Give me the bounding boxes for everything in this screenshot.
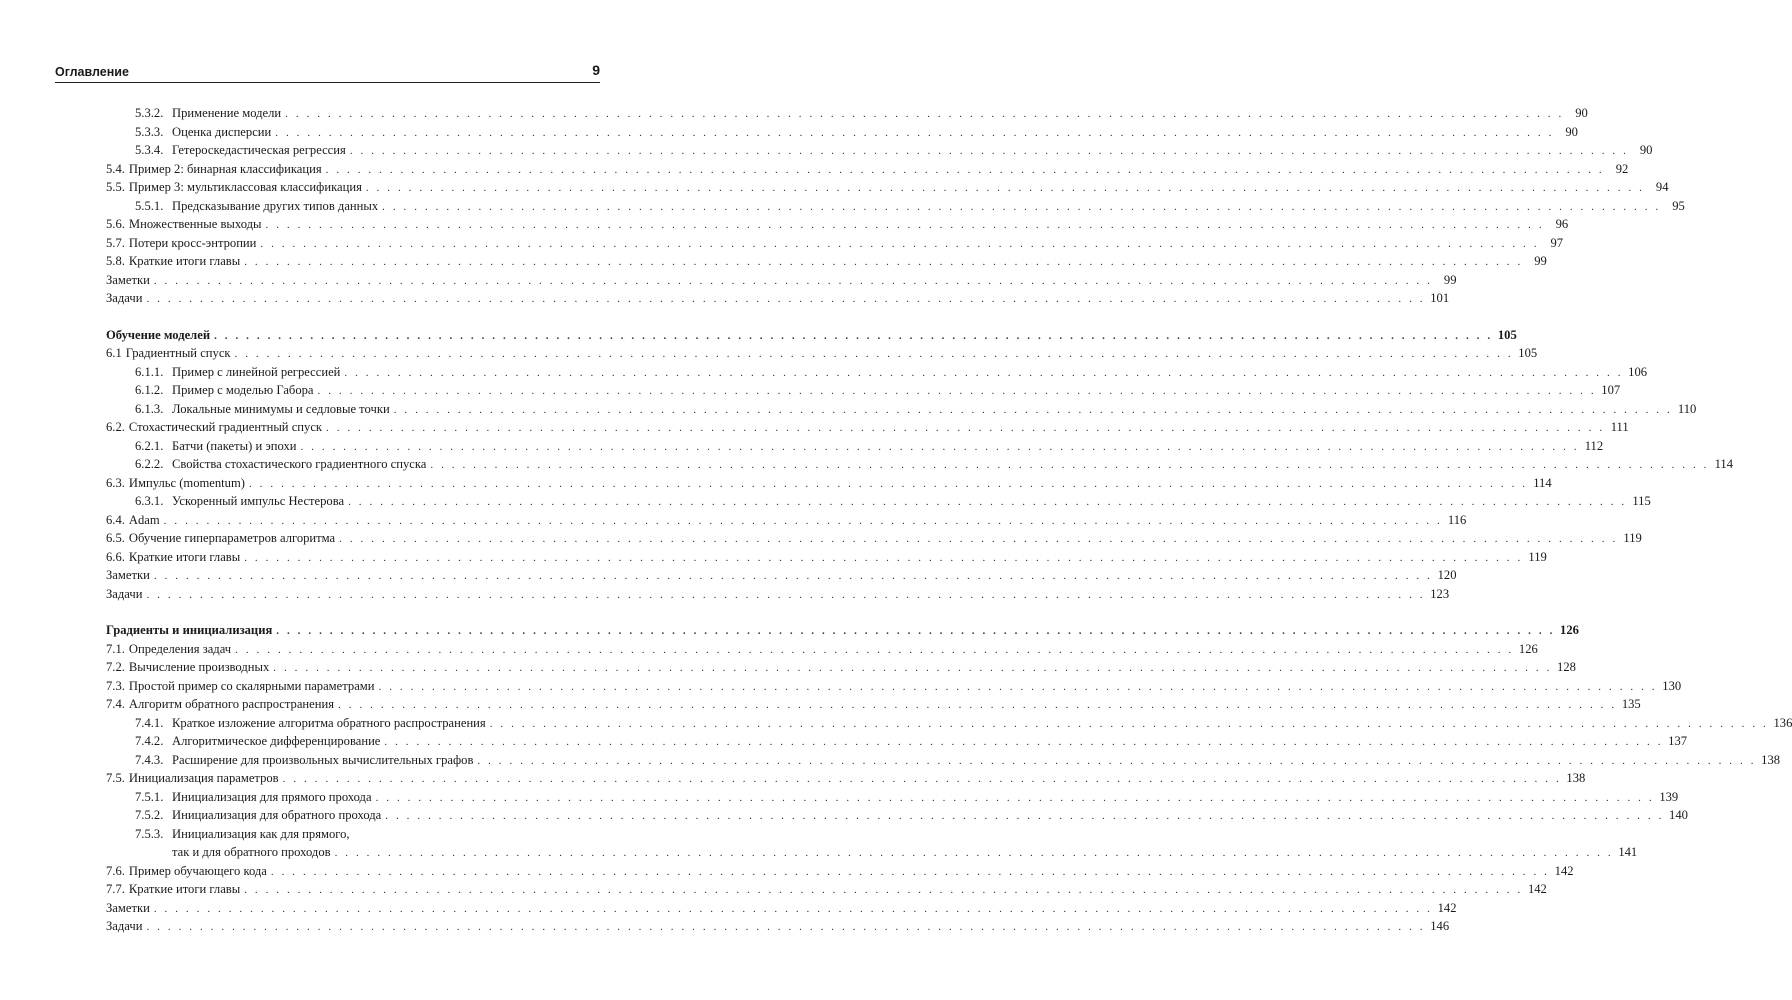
toc-entry-row[interactable] [55, 252, 1547, 271]
entry-page-number: 106 [1628, 364, 1648, 379]
entry-page-number: 142 [1437, 900, 1457, 915]
entry-title: Гетероскедастическая регрессия [172, 143, 346, 157]
entry-label [55, 326, 214, 345]
entry-label [55, 732, 384, 751]
toc-entry-row[interactable] [55, 437, 1604, 456]
entry-title: Потери кросс-энтропии [128, 235, 257, 250]
entry-page-number: 96 [1555, 217, 1569, 231]
entry-label [55, 695, 338, 714]
entry-label [55, 880, 244, 899]
toc-entry-row[interactable] [55, 862, 1574, 881]
dot-leader: . . . . . . . . . . . . . . . . . . . . . . . . . . . . . . . . . . . . . . . . . . . . . . . . . . . . . . . . . . . . . . . . . . . . . . . . . . . . . . . . . . . . . . . . . . . . . . . . . . . . . . . . . . . . . . . . . . . . . . . . [385, 810, 1664, 822]
entry-label [55, 234, 260, 253]
entry-title: Краткие итоги главы [128, 254, 241, 268]
dot-leader: . . . . . . . . . . . . . . . . . . . . . . . . . . . . . . . . . . . . . . . . . . . . . . . . . . . . . . . . . . . . . . . . . . . . . . . . . . . . . . . . . . . . . . . . . . . . . . . . . . . . . . . . . . . . . . . . . . . . . . . . [270, 865, 1550, 878]
entry-page-number: 135 [1621, 697, 1641, 711]
entry-label [55, 566, 154, 585]
entry-label [55, 585, 146, 604]
entry-page-number: 94 [1655, 180, 1669, 194]
toc-entry-row[interactable] [55, 825, 600, 844]
entry-label [55, 899, 154, 918]
entry-page-number: 126 [1560, 623, 1579, 637]
entry-label [55, 658, 273, 677]
entry-number: 7.1. [106, 641, 125, 656]
entry-number: 6.1.2. [135, 383, 164, 397]
dot-leader: . . . . . . . . . . . . . . . . . . . . . . . . . . . . . . . . . . . . . . . . . . . . . . . . . . . . . . . . . . . . . . . . . . . . . . . . . . . . . . . . . . . . . . . . . . . . . . . . . . . . . . . . . . . . . . . . . . . . . . . . [334, 847, 1614, 859]
entry-number: 7.6. [106, 863, 125, 878]
dot-leader: . . . . . . . . . . . . . . . . . . . . . . . . . . . . . . . . . . . . . . . . . . . . . . . . . . . . . . . . . . . . . . . . . . . . . . . . . . . . . . . . . . . . . . . . . . . . . . . . . . . . . . . . . . . . . . . . . . . . . . . . [285, 108, 1564, 120]
entry-label [55, 252, 244, 271]
dot-leader: . . . . . . . . . . . . . . . . . . . . . . . . . . . . . . . . . . . . . . . . . . . . . . . . . . . . . . . . . . . . . . . . . . . . . . . . . . . . . . . . . . . . . . . . . . . . . . . . . . . . . . . . . . . . . . . . . . . . . . . . [375, 791, 1655, 804]
entry-label [55, 492, 348, 511]
toc-entry-row[interactable] [55, 381, 1621, 400]
toc-entry-row[interactable] [55, 474, 1552, 493]
toc-entry-row[interactable] [55, 917, 1450, 936]
entry-label [55, 344, 235, 363]
dot-leader: . . . . . . . . . . . . . . . . . . . . . . . . . . . . . . . . . . . . . . . . . . . . . . . . . . . . . . . . . . . . . . . . . . . . . . . . . . . . . . . . . . . . . . . . . . . . . . . . . . . . . . . . . . . . . . . . . . . . . . . . [260, 237, 1540, 250]
entry-title: Инициализация для обратного прохода [172, 808, 382, 822]
dot-leader: . . . . . . . . . . . . . . . . . . . . . . . . . . . . . . . . . . . . . . . . . . . . . . . . . . . . . . . . . . . . . . . . . . . . . . . . . . . . . . . . . . . . . . . . . . . . . . . . . . . . . . . . . . . . . . . . . . . . . . . . [235, 643, 1514, 656]
entry-title: Пример с линейной регрессией [172, 364, 341, 379]
toc-entry-row[interactable] [55, 141, 1653, 160]
entry-page-number: 95 [1672, 198, 1685, 213]
entry-page-number: 116 [1447, 512, 1467, 527]
toc-entry-row[interactable] [55, 788, 1679, 807]
entry-title: Батчи (пакеты) и эпохи [172, 438, 297, 453]
entry-number: 7.2. [106, 660, 125, 674]
entry-number: 7.5. [106, 771, 125, 785]
entry-title: Пример 2: бинарная классификация [128, 161, 322, 176]
entry-title: Заметки [106, 272, 150, 287]
entry-page-number: 90 [1639, 143, 1653, 157]
entry-label [55, 862, 271, 881]
entry-page-number: 119 [1528, 549, 1547, 564]
entry-page-number: 99 [1534, 254, 1547, 268]
entry-label [55, 418, 326, 437]
dot-leader: . . . . . . . . . . . . . . . . . . . . . . . . . . . . . . . . . . . . . . . . . . . . . . . . . . . . . . . . . . . . . . . . . . . . . . . . . . . . . . . . . . . . . . . . . . . . . . . . . . . . . . . . . . . . . . . . . . . . . . . . [477, 754, 1757, 767]
entry-page-number: 99 [1443, 272, 1457, 287]
entry-number: 5.5.1. [135, 198, 164, 213]
entry-page-number: 141 [1618, 845, 1638, 859]
entry-label [55, 381, 318, 400]
entry-label [55, 511, 164, 530]
dot-leader: . . . . . . . . . . . . . . . . . . . . . . . . . . . . . . . . . . . . . . . . . . . . . . . . . . . . . . . . . . . . . . . . . . . . . . . . . . . . . . . . . . . . . . . . . . . . . . . . . . . . . . . . . . . . . . . . . . . . . . . . [153, 570, 1433, 582]
entry-number: 5.3.2. [135, 106, 164, 120]
entry-page-number: 126 [1518, 641, 1538, 656]
entry-number: 6.5. [106, 531, 125, 545]
toc-entry-row[interactable] [55, 899, 1457, 918]
entry-title: Вычисление производных [128, 660, 270, 674]
entry-label [55, 215, 266, 234]
entry-title: Градиенты и инициализация [106, 623, 273, 637]
entry-title: Оценка дисперсии [172, 124, 272, 139]
dot-leader: . . . . . . . . . . . . . . . . . . . . . . . . . . . . . . . . . . . . . . . . . . . . . . . . . . . . . . . . . . . . . . . . . . . . . . . . . . . . . . . . . . . . . . . . . . . . . . . . . . . . . . . . . . . . . . . . . . . . . . . . [365, 182, 1645, 194]
dot-leader: . . . . . . . . . . . . . . . . . . . . . . . . . . . . . . . . . . . . . . . . . . . . . . . . . . . . . . . . . . . . . . . . . . . . . . . . . . . . . . . . . . . . . . . . . . . . . . . . . . . . . . . . . . . . . . . . . . . . . . . . [244, 884, 1523, 896]
chapter-gap [55, 308, 600, 326]
dot-leader: . . . . . . . . . . . . . . . . . . . . . . . . . . . . . . . . . . . . . . . . . . . . . . . . . . . . . . . . . . . . . . . . . . . . . . . . . . . . . . . . . . . . . . . . . . . . . . . . . . . . . . . . . . . . . . . . . . . . . . . . [348, 496, 1627, 508]
entry-title: Локальные минимумы и седловые точки [172, 401, 390, 416]
toc-entry-row[interactable] [55, 289, 1450, 308]
entry-page-number: 128 [1557, 660, 1576, 674]
entry-number: 6.6. [106, 549, 125, 564]
entry-title: Ускоренный импульс Нестерова [172, 494, 345, 508]
entry-page-number: 119 [1623, 531, 1642, 545]
dot-leader: . . . . . . . . . . . . . . . . . . . . . . . . . . . . . . . . . . . . . . . . . . . . . . . . . . . . . . . . . . . . . . . . . . . . . . . . . . . . . . . . . . . . . . . . . . . . . . . . . . . . . . . . . . . . . . . . . . . . . . . . [163, 514, 1443, 527]
entry-title: Пример с моделью Габора [172, 383, 314, 397]
toc-entry-row[interactable] [55, 363, 1648, 382]
toc-entry-row[interactable] [55, 400, 1697, 419]
entry-title: Определения задач [128, 641, 232, 656]
entry-page-number: 146 [1430, 919, 1450, 933]
toc-entry-row[interactable] [55, 695, 1641, 714]
entry-label [55, 289, 146, 308]
dot-leader: . . . . . . . . . . . . . . . . . . . . . . . . . . . . . . . . . . . . . . . . . . . . . . . . . . . . . . . . . . . . . . . . . . . . . . . . . . . . . . . . . . . . . . . . . . . . . . . . . . . . . . . . . . . . . . . . . . . . . . . . [489, 717, 1769, 730]
entry-number: 6.1 [106, 346, 122, 360]
entry-number: 7.4. [106, 697, 125, 711]
toc-entry-row[interactable] [55, 234, 1564, 253]
entry-title: Простой пример со скалярными параметрами [128, 678, 375, 693]
header-title: Оглавление [55, 65, 129, 79]
entry-label [55, 751, 477, 770]
entry-page-number: 105 [1497, 327, 1517, 342]
entry-title: Инициализация для прямого прохода [172, 789, 372, 804]
dot-leader: . . . . . . . . . . . . . . . . . . . . . . . . . . . . . . . . . . . . . . . . . . . . . . . . . . . . . . . . . . . . . . . . . . . . . . . . . . . . . . . . . . . . . . . . . . . . . . . . . . . . . . . . . . . . . . . . . . . . . . . . [234, 348, 1514, 360]
entry-label [55, 640, 235, 659]
toc-entry-row[interactable] [55, 511, 1467, 530]
dot-leader: . . . . . . . . . . . . . . . . . . . . . . . . . . . . . . . . . . . . . . . . . . . . . . . . . . . . . . . . . . . . . . . . . . . . . . . . . . . . . . . . . . . . . . . . . . . . . . . . . . . . . . . . . . . . . . . . . . . . . . . . [146, 921, 1426, 933]
entry-page-number: 140 [1669, 808, 1688, 822]
entry-label [55, 917, 146, 936]
entry-page-number: 112 [1584, 438, 1604, 453]
entry-title: Импульс (momentum) [128, 475, 245, 490]
entry-page-number: 107 [1601, 383, 1621, 397]
entry-number: 5.6. [106, 217, 125, 231]
entry-label [55, 160, 326, 179]
toc-entry-row[interactable] [55, 658, 1576, 677]
dot-leader: . . . . . . . . . . . . . . . . . . . . . . . . . . . . . . . . . . . . . . . . . . . . . . . . . . . . . . . . . . . . . . . . . . . . . . . . . . . . . . . . . . . . . . . . . . . . . . . . . . . . . . . . . . . . . . . . . . . . . . . . [300, 440, 1580, 453]
dot-leader: . . . . . . . . . . . . . . . . . . . . . . . . . . . . . . . . . . . . . . . . . . . . . . . . . . . . . . . . . . . . . . . . . . . . . . . . . . . . . . . . . . . . . . . . . . . . . . . . . . . . . . . . . . . . . . . . . . . . . . . . [378, 680, 1658, 693]
entry-label [55, 363, 344, 382]
toc-entry-row[interactable] [55, 843, 1638, 862]
entry-title: Краткое изложение алгоритма обратного распространения [172, 715, 486, 730]
entry-label [55, 455, 430, 474]
toc-entry-row[interactable] [55, 714, 1792, 733]
entry-label [55, 548, 244, 567]
entry-page-number: 137 [1668, 734, 1688, 748]
toc-entry-row[interactable] [55, 344, 1538, 363]
entry-page-number: 136 [1773, 715, 1792, 730]
entry-page-number: 110 [1677, 401, 1697, 416]
dot-leader: . . . . . . . . . . . . . . . . . . . . . . . . . . . . . . . . . . . . . . . . . . . . . . . . . . . . . . . . . . . . . . . . . . . . . . . . . . . . . . . . . . . . . . . . . . . . . . . . . . . . . . . . . . . . . . . . . . . . . . . . [276, 625, 1555, 637]
entry-number: 5.3.3. [135, 124, 164, 139]
toc-entry-row[interactable] [55, 732, 1688, 751]
dot-leader: . . . . . . . . . . . . . . . . . . . . . . . . . . . . . . . . . . . . . . . . . . . . . . . . . . . . . . . . . . . . . . . . . . . . . . . . . . . . . . . . . . . . . . . . . . . . . . . . . . . . . . . . . . . . . . . . . . . . . . . . [146, 588, 1426, 601]
entry-label [55, 806, 385, 825]
entry-page-number: 115 [1632, 494, 1651, 508]
toc-entry-row[interactable] [55, 197, 1685, 216]
toc-entry-row[interactable] [55, 880, 1547, 899]
dot-leader: . . . . . . . . . . . . . . . . . . . . . . . . . . . . . . . . . . . . . . . . . . . . . . . . . . . . . . . . . . . . . . . . . . . . . . . . . . . . . . . . . . . . . . . . . . . . . . . . . . . . . . . . . . . . . . . . . . . . . . . . [349, 145, 1629, 157]
entry-page-number: 139 [1659, 789, 1679, 804]
entry-title: Обучение моделей [106, 327, 211, 342]
toc-entry-row[interactable] [55, 160, 1629, 179]
toc-entry-row[interactable] [55, 418, 1629, 437]
dot-leader: . . . . . . . . . . . . . . . . . . . . . . . . . . . . . . . . . . . . . . . . . . . . . . . . . . . . . . . . . . . . . . . . . . . . . . . . . . . . . . . . . . . . . . . . . . . . . . . . . . . . . . . . . . . . . . . . . . . . . . . . [384, 736, 1664, 748]
entry-page-number: 101 [1430, 291, 1450, 305]
entry-title: Пример обучающего кода [128, 863, 267, 878]
entry-title: Пример 3: мультиклассовая классификация [128, 180, 362, 194]
entry-number: 6.4. [106, 512, 125, 527]
dot-leader: . . . . . . . . . . . . . . . . . . . . . . . . . . . . . . . . . . . . . . . . . . . . . . . . . . . . . . . . . . . . . . . . . . . . . . . . . . . . . . . . . . . . . . . . . . . . . . . . . . . . . . . . . . . . . . . . . . . . . . . . [344, 366, 1624, 379]
entry-number: 7.4.3. [135, 752, 164, 767]
entry-title: Краткие итоги главы [128, 549, 241, 564]
entry-title: Заметки [106, 568, 150, 582]
entry-label [55, 437, 301, 456]
dot-leader: . . . . . . . . . . . . . . . . . . . . . . . . . . . . . . . . . . . . . . . . . . . . . . . . . . . . . . . . . . . . . . . . . . . . . . . . . . . . . . . . . . . . . . . . . . . . . . . . . . . . . . . . . . . . . . . . . . . . . . . . [339, 533, 1618, 545]
entry-label [55, 400, 394, 419]
entry-number: 5.7. [106, 235, 125, 250]
entry-label [55, 843, 335, 862]
toc-entry-row[interactable] [55, 566, 1457, 585]
toc-entry-row[interactable] [55, 492, 1651, 511]
entry-title: Задачи [106, 919, 143, 933]
entry-page-number: 105 [1518, 346, 1538, 360]
entry-page-number: 138 [1761, 752, 1781, 767]
dot-leader: . . . . . . . . . . . . . . . . . . . . . . . . . . . . . . . . . . . . . . . . . . . . . . . . . . . . . . . . . . . . . . . . . . . . . . . . . . . . . . . . . . . . . . . . . . . . . . . . . . . . . . . . . . . . . . . . . . . . . . . . [153, 274, 1433, 287]
entry-title: Заметки [106, 900, 150, 915]
entry-label [55, 123, 275, 142]
entry-number: 6.3.1. [135, 494, 164, 508]
dot-leader: . . . . . . . . . . . . . . . . . . . . . . . . . . . . . . . . . . . . . . . . . . . . . . . . . . . . . . . . . . . . . . . . . . . . . . . . . . . . . . . . . . . . . . . . . . . . . . . . . . . . . . . . . . . . . . . . . . . . . . . . [430, 459, 1710, 471]
toc-entry-row[interactable] [55, 751, 1781, 770]
entry-label [55, 474, 249, 493]
toc-chapter-row[interactable] [55, 621, 1579, 640]
entry-number: 6.1.1. [135, 364, 164, 379]
entry-number: 5.5. [106, 180, 125, 194]
entry-title: Алгоритм обратного распространения [128, 697, 335, 711]
entry-page-number: 138 [1566, 771, 1586, 785]
entry-label [55, 769, 283, 788]
entry-title: Инициализация как для прямого, [172, 826, 350, 841]
table-of-contents [55, 104, 1792, 936]
entry-title: Расширение для произвольных вычислительных графов [172, 752, 474, 767]
entry-number: 6.1.3. [135, 401, 164, 416]
entry-label [55, 788, 376, 807]
entry-page-number: 114 [1533, 475, 1552, 490]
dot-leader: . . . . . . . . . . . . . . . . . . . . . . . . . . . . . . . . . . . . . . . . . . . . . . . . . . . . . . . . . . . . . . . . . . . . . . . . . . . . . . . . . . . . . . . . . . . . . . . . . . . . . . . . . . . . . . . . . . . . . . . . [325, 163, 1605, 176]
toc-entry-row[interactable] [55, 585, 1450, 604]
entry-page-number: 123 [1430, 586, 1450, 601]
dot-leader: . . . . . . . . . . . . . . . . . . . . . . . . . . . . . . . . . . . . . . . . . . . . . . . . . . . . . . . . . . . . . . . . . . . . . . . . . . . . . . . . . . . . . . . . . . . . . . . . . . . . . . . . . . . . . . . . . . . . . . . . [393, 403, 1673, 416]
entry-title: Свойства стохастического градиентного спуска [172, 457, 427, 471]
entry-number: 7.5.3. [135, 826, 164, 841]
entry-number: 7.4.2. [135, 734, 164, 748]
toc-entry-row[interactable] [55, 529, 1642, 548]
toc-entry-row[interactable] [55, 455, 1734, 474]
entry-page-number: 114 [1714, 457, 1734, 471]
entry-page-number: 142 [1527, 882, 1547, 896]
dot-leader: . . . . . . . . . . . . . . . . . . . . . . . . . . . . . . . . . . . . . . . . . . . . . . . . . . . . . . . . . . . . . . . . . . . . . . . . . . . . . . . . . . . . . . . . . . . . . . . . . . . . . . . . . . . . . . . . . . . . . . . . [317, 385, 1597, 397]
entry-number: 5.4. [106, 161, 125, 176]
toc-entry-row[interactable] [55, 104, 1588, 123]
toc-entry-row[interactable] [55, 640, 1538, 659]
toc-entry-row[interactable] [55, 806, 1688, 825]
entry-label [55, 271, 154, 290]
dot-leader: . . . . . . . . . . . . . . . . . . . . . . . . . . . . . . . . . . . . . . . . . . . . . . . . . . . . . . . . . . . . . . . . . . . . . . . . . . . . . . . . . . . . . . . . . . . . . . . . . . . . . . . . . . . . . . . . . . . . . . . . [282, 773, 1562, 785]
entry-number: 5.3.4. [135, 143, 164, 157]
entry-page-number: 90 [1575, 106, 1588, 120]
dot-leader: . . . . . . . . . . . . . . . . . . . . . . . . . . . . . . . . . . . . . . . . . . . . . . . . . . . . . . . . . . . . . . . . . . . . . . . . . . . . . . . . . . . . . . . . . . . . . . . . . . . . . . . . . . . . . . . . . . . . . . . . [248, 477, 1528, 490]
entry-title: Краткие итоги главы [128, 882, 241, 896]
entry-title: Стохастический градиентный спуск [128, 420, 323, 434]
entry-page-number: 130 [1662, 678, 1682, 693]
entry-title: Инициализация параметров [128, 771, 279, 785]
entry-title: Adam [128, 512, 160, 527]
entry-page-number: 111 [1610, 420, 1629, 434]
toc-entry-row[interactable] [55, 215, 1569, 234]
dot-leader: . . . . . . . . . . . . . . . . . . . . . . . . . . . . . . . . . . . . . . . . . . . . . . . . . . . . . . . . . . . . . . . . . . . . . . . . . . . . . . . . . . . . . . . . . . . . . . . . . . . . . . . . . . . . . . . . . . . . . . . . [326, 422, 1605, 434]
entry-number: 5.8. [106, 254, 125, 268]
dot-leader: . . . . . . . . . . . . . . . . . . . . . . . . . . . . . . . . . . . . . . . . . . . . . . . . . . . . . . . . . . . . . . . . . . . . . . . . . . . . . . . . . . . . . . . . . . . . . . . . . . . . . . . . . . . . . . . . . . . . . . . . [214, 329, 1493, 342]
entry-title: Применение модели [172, 106, 282, 120]
entry-label [55, 104, 285, 123]
toc-entry-row[interactable] [55, 178, 1669, 197]
entry-page-number: 92 [1615, 161, 1629, 176]
entry-title: Градиентный спуск [125, 346, 231, 360]
toc-entry-row[interactable] [55, 769, 1586, 788]
entry-title: Алгоритмическое дифференцирование [172, 734, 381, 748]
entry-number: 6.3. [106, 475, 125, 490]
toc-chapter-row[interactable] [55, 326, 1517, 345]
entry-title: Задачи [106, 291, 143, 305]
entry-label [55, 529, 339, 548]
entry-label [55, 197, 382, 216]
entry-label [55, 714, 490, 733]
entry-title: Задачи [106, 586, 143, 601]
entry-label [55, 178, 366, 197]
dot-leader: . . . . . . . . . . . . . . . . . . . . . . . . . . . . . . . . . . . . . . . . . . . . . . . . . . . . . . . . . . . . . . . . . . . . . . . . . . . . . . . . . . . . . . . . . . . . . . . . . . . . . . . . . . . . . . . . . . . . . . . . [338, 699, 1617, 711]
entry-page-number: 97 [1550, 235, 1564, 250]
entry-number: 6.2. [106, 420, 125, 434]
dot-leader: . . . . . . . . . . . . . . . . . . . . . . . . . . . . . . . . . . . . . . . . . . . . . . . . . . . . . . . . . . . . . . . . . . . . . . . . . . . . . . . . . . . . . . . . . . . . . . . . . . . . . . . . . . . . . . . . . . . . . . . . [273, 662, 1552, 674]
entry-label [55, 621, 276, 640]
entry-label [55, 677, 379, 696]
entry-title: так и для обратного проходов [172, 845, 331, 859]
entry-number: 6.2.1. [135, 438, 164, 453]
entry-page-number: 120 [1437, 568, 1457, 582]
entry-number: 7.3. [106, 678, 125, 693]
toc-entry-row[interactable] [55, 123, 1578, 142]
entry-label [55, 825, 354, 844]
entry-page-number: 142 [1554, 863, 1574, 878]
running-header [55, 64, 600, 83]
entry-number: 7.7. [106, 882, 125, 896]
toc-entry-row[interactable] [55, 548, 1547, 567]
entry-number: 7.5.1. [135, 789, 164, 804]
dot-leader: . . . . . . . . . . . . . . . . . . . . . . . . . . . . . . . . . . . . . . . . . . . . . . . . . . . . . . . . . . . . . . . . . . . . . . . . . . . . . . . . . . . . . . . . . . . . . . . . . . . . . . . . . . . . . . . . . . . . . . . . [382, 200, 1661, 213]
chapter-gap [55, 603, 600, 621]
entry-number: 7.4.1. [135, 715, 164, 730]
entry-number: 7.5.2. [135, 808, 164, 822]
dot-leader: . . . . . . . . . . . . . . . . . . . . . . . . . . . . . . . . . . . . . . . . . . . . . . . . . . . . . . . . . . . . . . . . . . . . . . . . . . . . . . . . . . . . . . . . . . . . . . . . . . . . . . . . . . . . . . . . . . . . . . . . [275, 126, 1554, 139]
toc-entry-row[interactable] [55, 271, 1457, 290]
header-page-number: 9 [592, 62, 600, 78]
dot-leader: . . . . . . . . . . . . . . . . . . . . . . . . . . . . . . . . . . . . . . . . . . . . . . . . . . . . . . . . . . . . . . . . . . . . . . . . . . . . . . . . . . . . . . . . . . . . . . . . . . . . . . . . . . . . . . . . . . . . . . . . [244, 256, 1523, 268]
entry-title: Обучение гиперпараметров алгоритма [128, 531, 336, 545]
dot-leader: . . . . . . . . . . . . . . . . . . . . . . . . . . . . . . . . . . . . . . . . . . . . . . . . . . . . . . . . . . . . . . . . . . . . . . . . . . . . . . . . . . . . . . . . . . . . . . . . . . . . . . . . . . . . . . . . . . . . . . . . [265, 219, 1545, 231]
toc-entry-row[interactable] [55, 677, 1682, 696]
dot-leader: . . . . . . . . . . . . . . . . . . . . . . . . . . . . . . . . . . . . . . . . . . . . . . . . . . . . . . . . . . . . . . . . . . . . . . . . . . . . . . . . . . . . . . . . . . . . . . . . . . . . . . . . . . . . . . . . . . . . . . . . [153, 902, 1433, 915]
dot-leader: . . . . . . . . . . . . . . . . . . . . . . . . . . . . . . . . . . . . . . . . . . . . . . . . . . . . . . . . . . . . . . . . . . . . . . . . . . . . . . . . . . . . . . . . . . . . . . . . . . . . . . . . . . . . . . . . . . . . . . . . [146, 293, 1426, 305]
entry-title: Предсказывание других типов данных [172, 198, 379, 213]
entry-label [55, 141, 350, 160]
entry-page-number: 90 [1565, 124, 1578, 139]
dot-leader: . . . . . . . . . . . . . . . . . . . . . . . . . . . . . . . . . . . . . . . . . . . . . . . . . . . . . . . . . . . . . . . . . . . . . . . . . . . . . . . . . . . . . . . . . . . . . . . . . . . . . . . . . . . . . . . . . . . . . . . . [244, 551, 1523, 564]
entry-number: 6.2.2. [135, 457, 164, 471]
entry-title: Множественные выходы [128, 217, 262, 231]
